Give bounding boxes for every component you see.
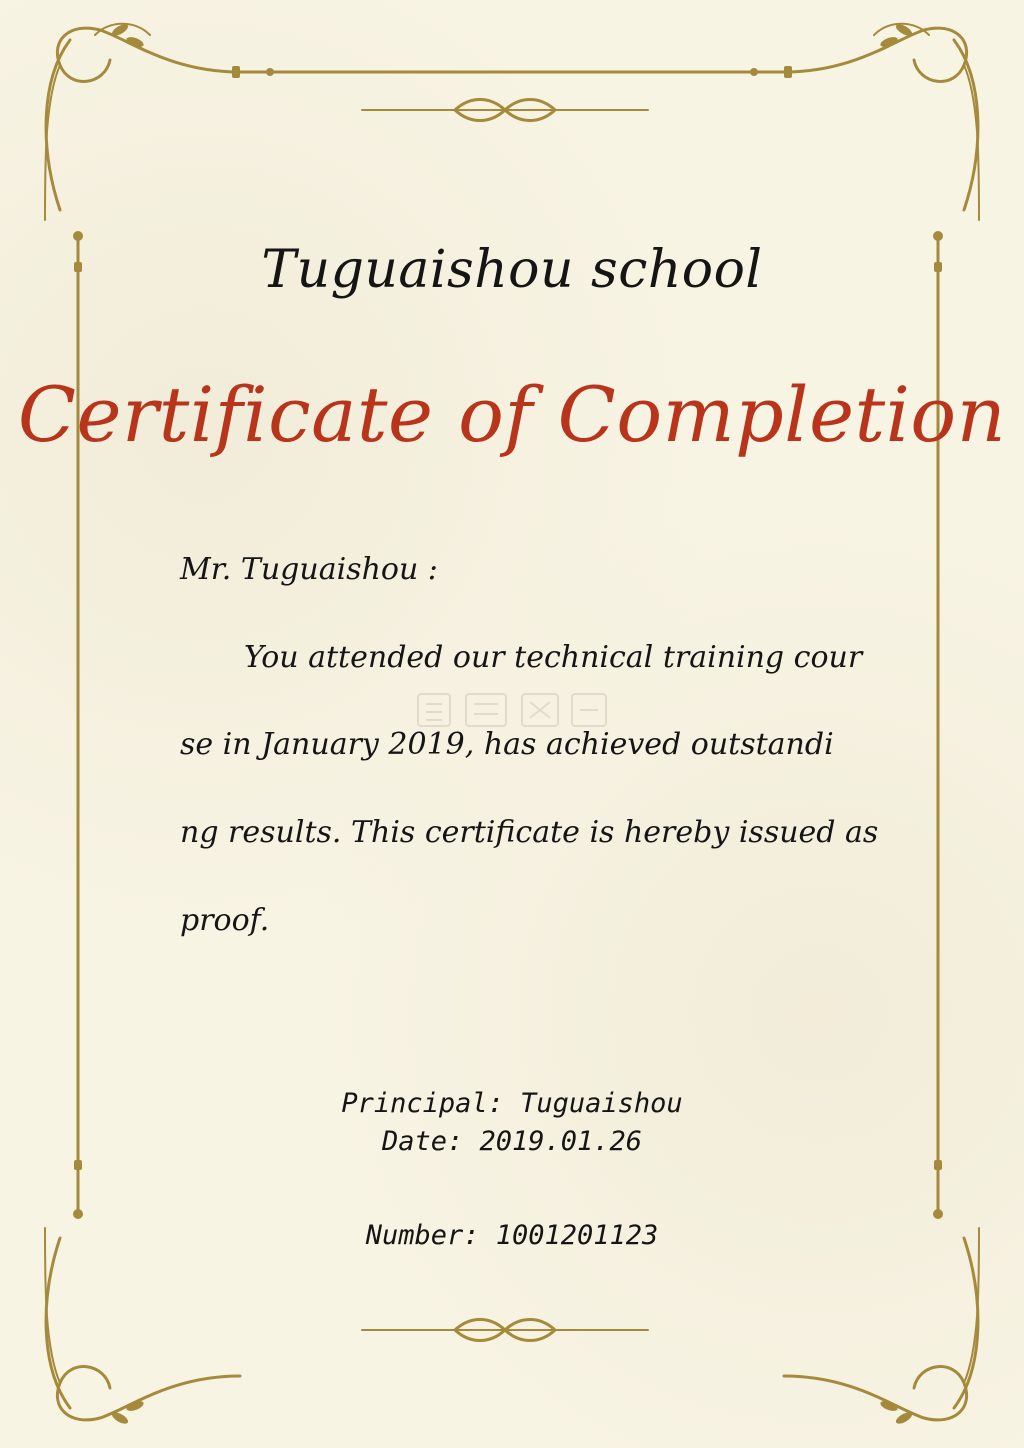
body-text-line: You attended our technical training cour (244, 640, 863, 675)
school-name: Tuguaishou school (261, 240, 763, 300)
certificate-number: Number: 1001201123 (365, 1220, 659, 1251)
recipient-name: Mr. Tuguaishou : (180, 552, 438, 587)
watermark-logo (414, 690, 610, 730)
body-text-line: se in January 2019, has achieved outstandi (180, 727, 834, 762)
issue-date: Date: 2019.01.26 (381, 1126, 643, 1157)
body-text-line: ng results. This certificate is hereby issued as (180, 815, 879, 850)
body-text-line: proof. (180, 903, 270, 938)
certificate-title: Certificate of Completion (17, 370, 1007, 459)
principal-signature: Principal: Tuguaishou (341, 1088, 683, 1119)
